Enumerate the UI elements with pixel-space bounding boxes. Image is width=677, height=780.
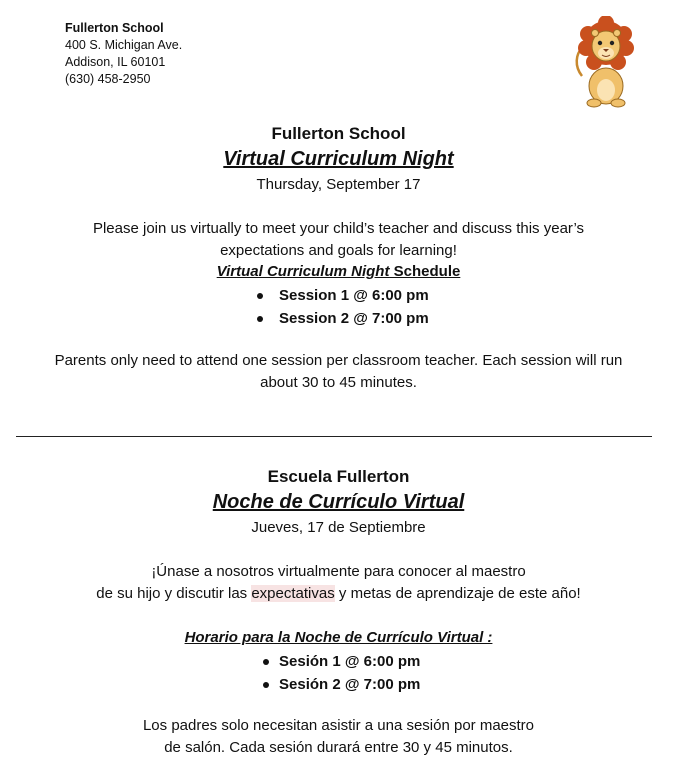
- english-attendance-note: [0, 350, 677, 394]
- spanish-schedule-title: Horario para la Noche de Currículo Virtual :: [184, 629, 493, 646]
- spanish-event-title: Noche de Currículo Virtual: [212, 491, 465, 513]
- address-school-name: Fullerton School: [65, 21, 164, 35]
- section-divider: [16, 436, 652, 437]
- english-note-line2: about 30 to 45 minutes.: [260, 374, 417, 391]
- english-invite-line2: expectations and goals for learning!: [220, 242, 457, 259]
- english-session-item: Session 2 @ 7:00 pm: [279, 307, 429, 330]
- english-note-line1: Parents only need to attend one session per classroom teacher. Each session will run: [54, 352, 623, 369]
- spanish-session-list: [279, 650, 420, 696]
- lion-mascot-icon: [574, 16, 638, 108]
- address-city: Addison, IL 60101: [65, 55, 166, 69]
- english-school-heading: Fullerton School: [271, 124, 406, 143]
- spanish-attendance-note: [0, 715, 677, 759]
- school-address: [65, 20, 182, 88]
- spanish-event-date: Jueves, 17 de Septiembre: [251, 519, 426, 536]
- bullet-icon: [257, 316, 263, 322]
- english-schedule-title-italic: Virtual Curriculum Night: [216, 263, 390, 280]
- spanish-session-item: Sesión 1 @ 6:00 pm: [279, 650, 420, 673]
- english-session-list: [279, 284, 429, 330]
- english-event-title: Virtual Curriculum Night: [223, 148, 454, 170]
- spanish-session-item: Sesión 2 @ 7:00 pm: [279, 673, 420, 696]
- spanish-note-line1: Los padres solo necesitan asistir a una sesión por maestro: [142, 717, 535, 734]
- bullet-icon: [263, 682, 269, 688]
- spanish-invite-line2: de su hijo y discutir las expectativas y metas de aprendizaje de este año!: [96, 585, 581, 602]
- bullet-icon: [263, 659, 269, 665]
- spanish-note-line2: de salón. Cada sesión durará entre 30 y 45 minutos.: [164, 739, 513, 756]
- english-schedule-title-rest: Schedule: [389, 263, 461, 280]
- english-invitation: [0, 218, 677, 262]
- spanish-schedule-heading: [0, 629, 677, 647]
- english-schedule-heading: [0, 263, 677, 281]
- spanish-invite-line1: ¡Únase a nosotros virtualmente para conocer al maestro: [151, 563, 526, 580]
- english-event-date: Thursday, September 17: [256, 176, 421, 193]
- highlighted-word: expectativas: [251, 585, 335, 602]
- address-phone: (630) 458-2950: [65, 72, 151, 86]
- spanish-school-heading: Escuela Fullerton: [267, 467, 410, 486]
- english-session-item: Session 1 @ 6:00 pm: [279, 284, 429, 307]
- english-invite-line1: Please join us virtually to meet your child’s teacher and discuss this year’s: [92, 220, 585, 237]
- spanish-invitation: [0, 561, 677, 605]
- address-street: 400 S. Michigan Ave.: [65, 38, 183, 52]
- bullet-icon: [257, 293, 263, 299]
